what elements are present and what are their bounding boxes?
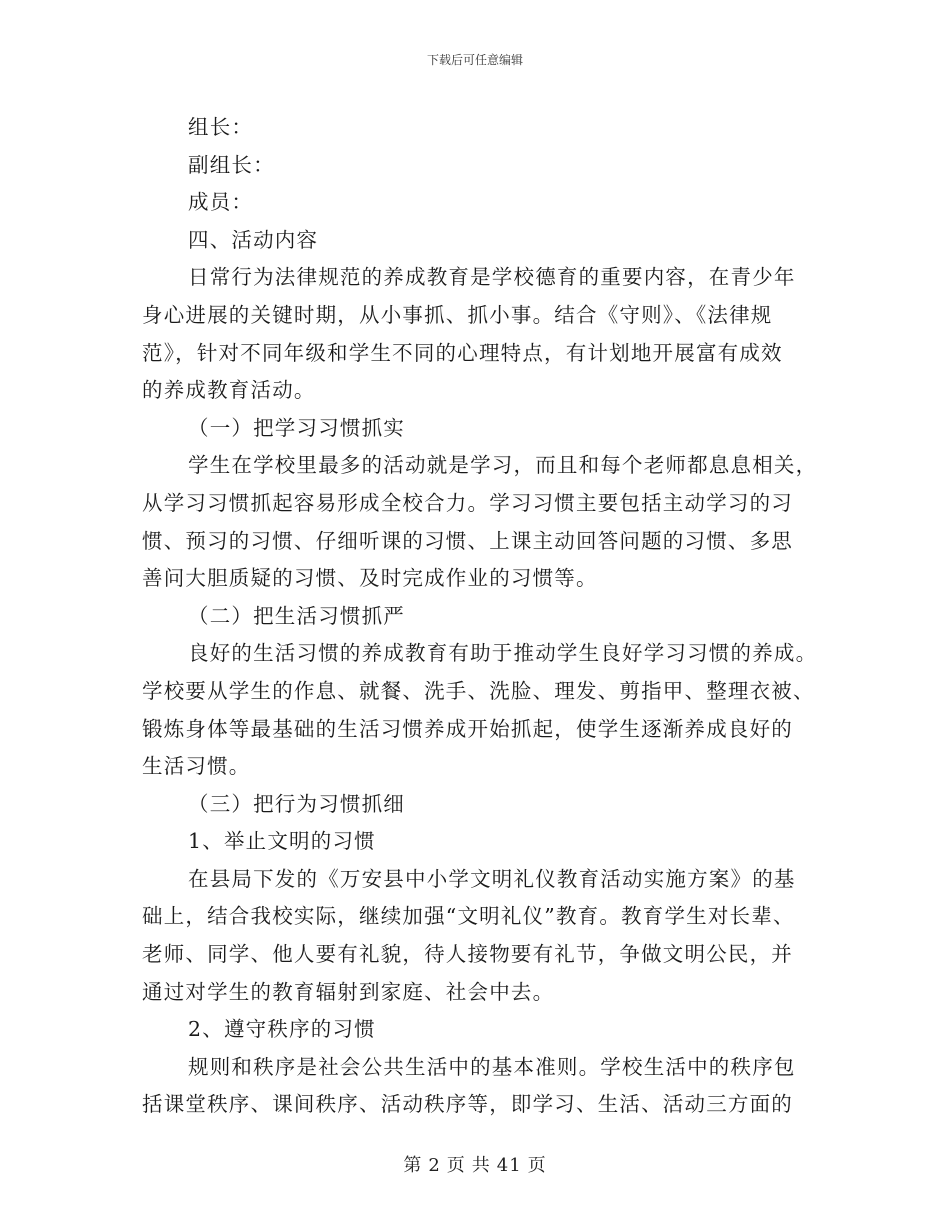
text-line: 生活习惯。 (142, 754, 251, 779)
text-line: 从学习习惯抓起容易形成全校合力。学习习惯主要包括主动学习的习 (142, 490, 793, 515)
section-heading: 四、活动内容 (188, 227, 319, 252)
document-body (142, 109, 818, 1124)
text-line: 通过对学生的教育辐射到家庭、社会中去。 (142, 979, 555, 1004)
text-line: 础上，结合我校实际，继续加强“文明礼仪”教育。教育学生对长辈、 (142, 904, 795, 929)
footer-page-unit: 页 (446, 1155, 466, 1176)
text-line: 组长： (188, 115, 254, 139)
text-line: 在县局下发的《万安县中小学文明礼仪教育活动实施方案》的基 (188, 866, 796, 891)
page-header-note: 下载后可任意编辑 (426, 53, 523, 67)
footer-total-pages: 41 (496, 1155, 522, 1176)
text-line: 老师、同学、他人要有礼貌，待人接物要有礼节，争做文明公民，并 (142, 942, 793, 967)
footer-prefix: 第 (403, 1155, 423, 1176)
text-line: 括课堂秩序、课间秩序、活动秩序等，即学习、生活、活动三方面的 (142, 1092, 793, 1117)
text-line: 成员： (188, 190, 254, 215)
item-heading: 2、遵守秩序的习惯 (188, 1017, 376, 1042)
page-number-footer (0, 1155, 950, 1177)
text-line: 范》，针对不同年级和学生不同的心理特点，有计划地开展富有成效 (142, 340, 783, 365)
text-line: 身心进展的关键时期，从小事抓、抓小事。结合《守则》、《法律规 (142, 302, 773, 327)
text-line: 日常行为法律规范的养成教育是学校德育的重要内容，在青少年 (188, 265, 796, 290)
text-line: 的养成教育活动。 (142, 378, 316, 403)
text-line: 良好的生活习惯的养成教育有助于推动学生良好学习习惯的养成。 (188, 641, 818, 666)
text-line: 学校要从学生的作息、就餐、洗手、洗脸、理发、剪指甲、整理衣被、 (142, 678, 815, 703)
subsection-heading: （三）把行为习惯抓细 (188, 791, 405, 816)
item-heading: 1、举止文明的习惯 (188, 829, 376, 854)
footer-total-unit: 页 (527, 1155, 547, 1176)
subsection-heading: （一）把学习习惯抓实 (188, 415, 405, 440)
footer-page-number: 2 (428, 1155, 441, 1176)
text-line: 善问大胆质疑的习惯、及时完成作业的习惯等。 (142, 566, 598, 591)
text-line: 惯、预习的习惯、仔细听课的习惯、上课主动回答问题的习惯、多思 (142, 528, 793, 553)
text-line: 学生在学校里最多的活动就是学习，而且和每个老师都息息相关， (188, 453, 818, 478)
text-line: 锻炼身体等最基础的生活习惯养成开始抓起，使学生逐渐养成良好的 (142, 716, 793, 741)
text-line: 副组长： (188, 152, 275, 177)
subsection-heading: （二）把生活习惯抓严 (188, 603, 405, 628)
text-line: 规则和秩序是社会公共生活中的基本准则。学校生活中的秩序包 (188, 1054, 796, 1079)
footer-total-prefix: 共 (471, 1155, 491, 1176)
